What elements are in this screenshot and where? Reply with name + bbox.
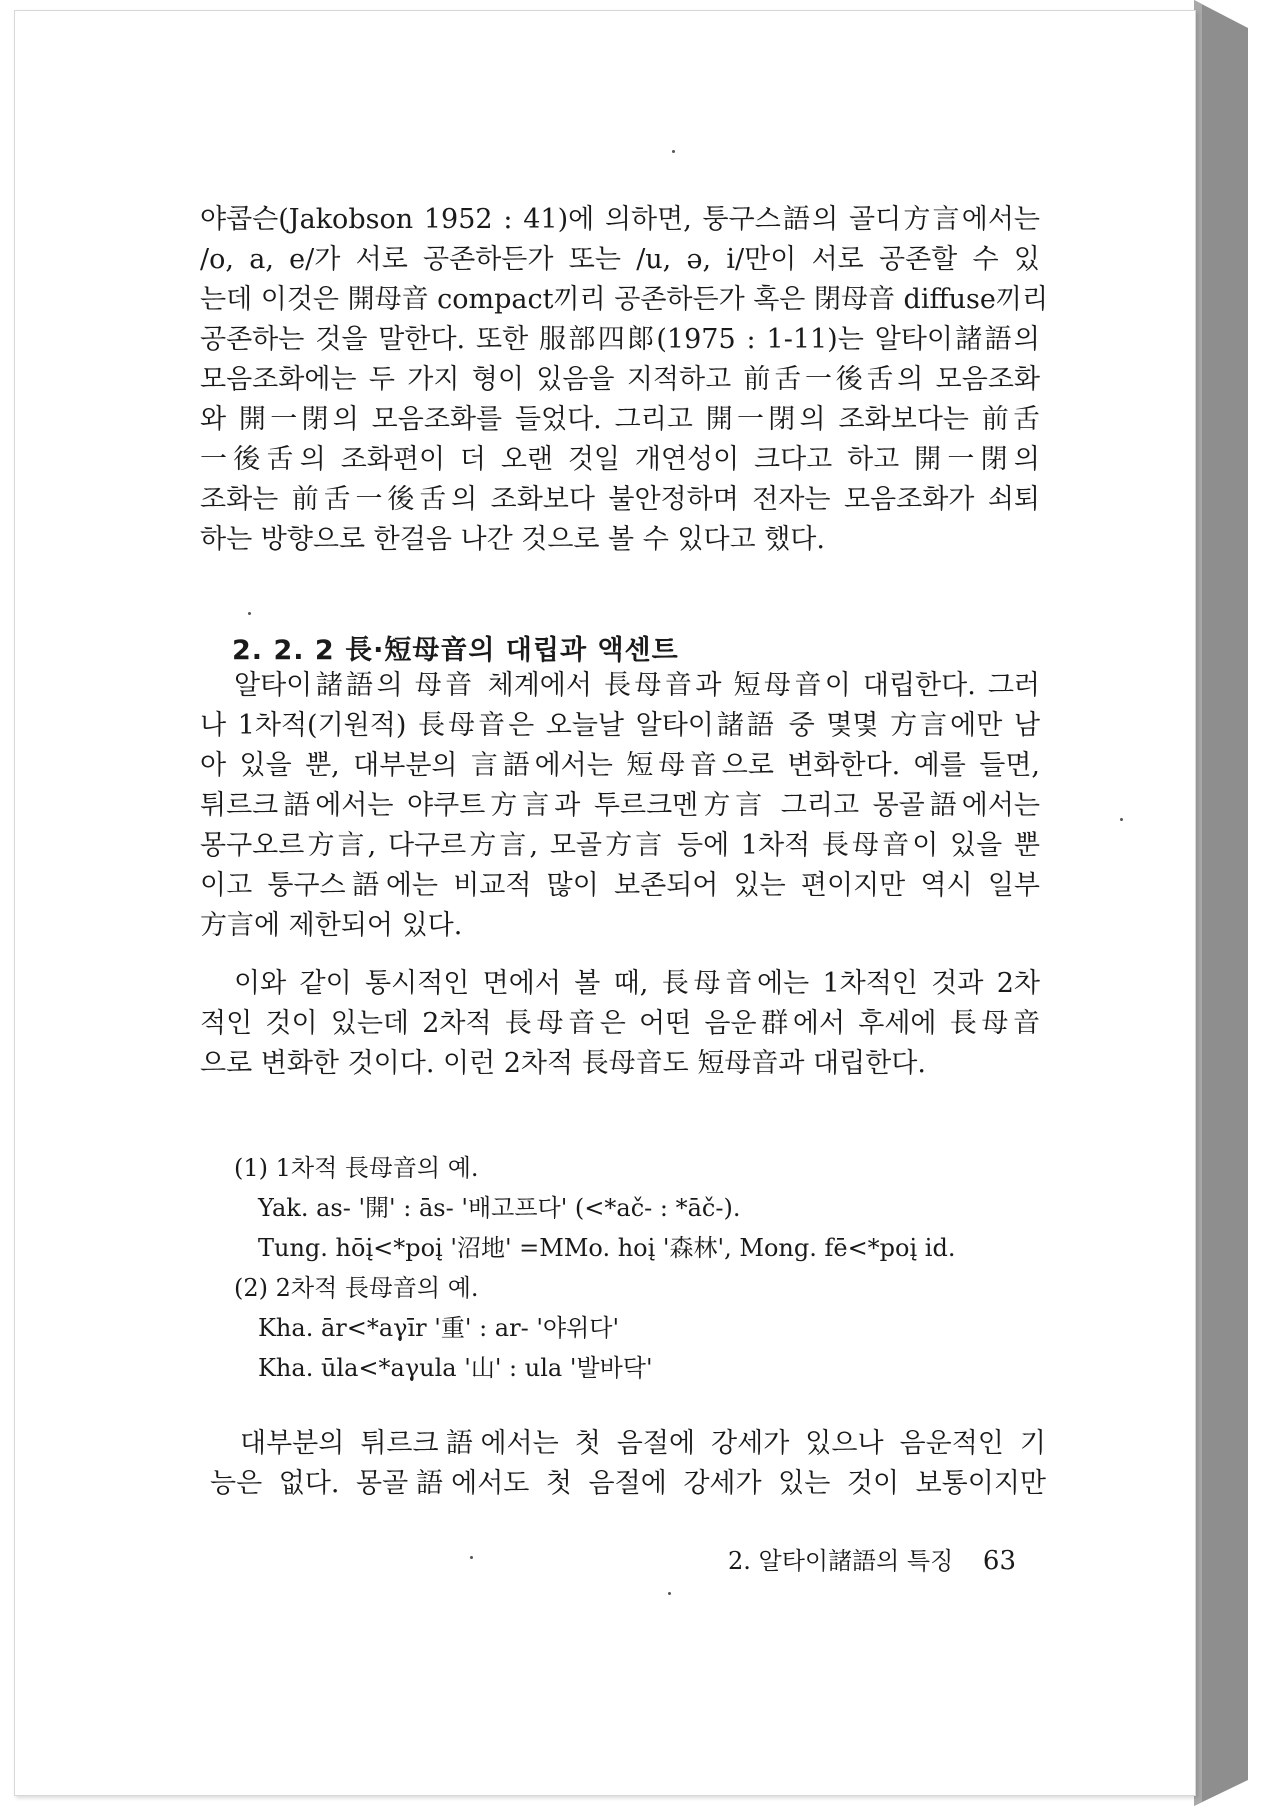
example-heading: (2) 2차적 長母音의 예. bbox=[234, 1274, 479, 1302]
scan-speck bbox=[672, 150, 675, 153]
scan-speck bbox=[668, 1592, 671, 1595]
text-line: 야콥슨(Jakobson 1952 : 41)에 의하면, 퉁구스語의 골디方言에서는 bbox=[200, 204, 1040, 235]
page-footer bbox=[728, 1541, 1016, 1576]
text-line: 一後舌의 조화편이 더 오랜 것일 개연성이 크다고 하고 開一閉의 bbox=[200, 444, 1040, 475]
example-line: Kha. ūla<*aγula '山' : ula '발바닥' bbox=[258, 1354, 653, 1382]
text-line: 으로 변화한 것이다. 이런 2차적 長母音도 短母音과 대립한다. bbox=[200, 1048, 926, 1079]
text-line: 튀르크語에서는 야쿠트方言과 투르크멘方言 그리고 몽골語에서는 bbox=[200, 790, 1040, 821]
paragraph-2 bbox=[200, 666, 1040, 946]
text-line: 몽구오르方言, 다구르方言, 모골方言 등에 1차적 長母音이 있을 뿐 bbox=[200, 830, 1040, 861]
example-line: Kha. ār<*aγīr '重' : ar- '야위다' bbox=[258, 1314, 620, 1342]
example-line: Tung. hōį<*poį '沼地' =MMo. hoį '森林', Mong. fē<*poį id. bbox=[258, 1234, 956, 1262]
text-line: 나 1차적(기원적) 長母音은 오늘날 알타이諸語 중 몇몇 方言에만 남 bbox=[200, 710, 1040, 741]
text-line: /o, a, e/가 서로 공존하든가 또는 /u, ə, i/만이 서로 공존할 수 있 bbox=[200, 244, 1040, 275]
text-line: 알타이諸語의 母音 체계에서 長母音과 短母音이 대립한다. 그러 bbox=[234, 670, 1040, 701]
scan-speck bbox=[470, 1556, 473, 1559]
text-line: 하는 방향으로 한걸음 나간 것으로 볼 수 있다고 했다. bbox=[200, 524, 825, 555]
text-line: 는데 이것은 開母音 compact끼리 공존하든가 혹은 閉母音 diffuse끼리 bbox=[200, 284, 1049, 315]
text-line: 이와 같이 통시적인 면에서 볼 때, 長母音에는 1차적인 것과 2차 bbox=[234, 968, 1040, 999]
text-line: 대부분의 튀르크語에서는 첫 음절에 강세가 있으나 음운적인 기 bbox=[240, 1428, 1046, 1459]
text-line: 이고 퉁구스語에는 비교적 많이 보존되어 있는 편이지만 역시 일부 bbox=[200, 870, 1040, 901]
examples-block bbox=[234, 1148, 955, 1388]
scan-speck bbox=[1120, 818, 1123, 821]
text-line: 조화는 前舌一後舌의 조화보다 불안정하며 전자는 모음조화가 쇠퇴 bbox=[200, 484, 1040, 515]
text-line: 능은 없다. 몽골語에서도 첫 음절에 강세가 있는 것이 보통이지만 bbox=[210, 1468, 1046, 1499]
page-number: 63 bbox=[982, 1546, 1016, 1576]
text-line: 적인 것이 있는데 2차적 長母音은 어떤 음운群에서 후세에 長母音 bbox=[200, 1008, 1040, 1039]
paragraph-4 bbox=[210, 1424, 1046, 1504]
text-line: 아 있을 뿐, 대부분의 言語에서는 短母音으로 변화한다. 예를 들면, bbox=[200, 750, 1040, 781]
example-line: Yak. as- '開' : ās- '배고프다' (<*ač- : *āč-). bbox=[258, 1194, 741, 1222]
section-heading: 2. 2. 2 長·短母音의 대립과 액센트 bbox=[232, 635, 679, 666]
paragraph-3 bbox=[200, 964, 1040, 1084]
text-line: 모음조화에는 두 가지 형이 있음을 지적하고 前舌一後舌의 모음조화 bbox=[200, 364, 1040, 395]
book-side-edge bbox=[1194, 0, 1252, 1806]
text-line: 方言에 제한되어 있다. bbox=[200, 910, 463, 941]
running-head: 2. 알타이諸語의 특징 bbox=[728, 1547, 954, 1575]
text-line: 공존하는 것을 말한다. 또한 服部四郞(1975 : 1-11)는 알타이諸語의 bbox=[200, 324, 1040, 355]
scan-speck bbox=[248, 612, 251, 615]
example-heading: (1) 1차적 長母音의 예. bbox=[234, 1154, 479, 1182]
paragraph-1 bbox=[200, 200, 1049, 560]
text-line: 와 開一閉의 모음조화를 들었다. 그리고 開一閉의 조화보다는 前舌 bbox=[200, 404, 1040, 435]
